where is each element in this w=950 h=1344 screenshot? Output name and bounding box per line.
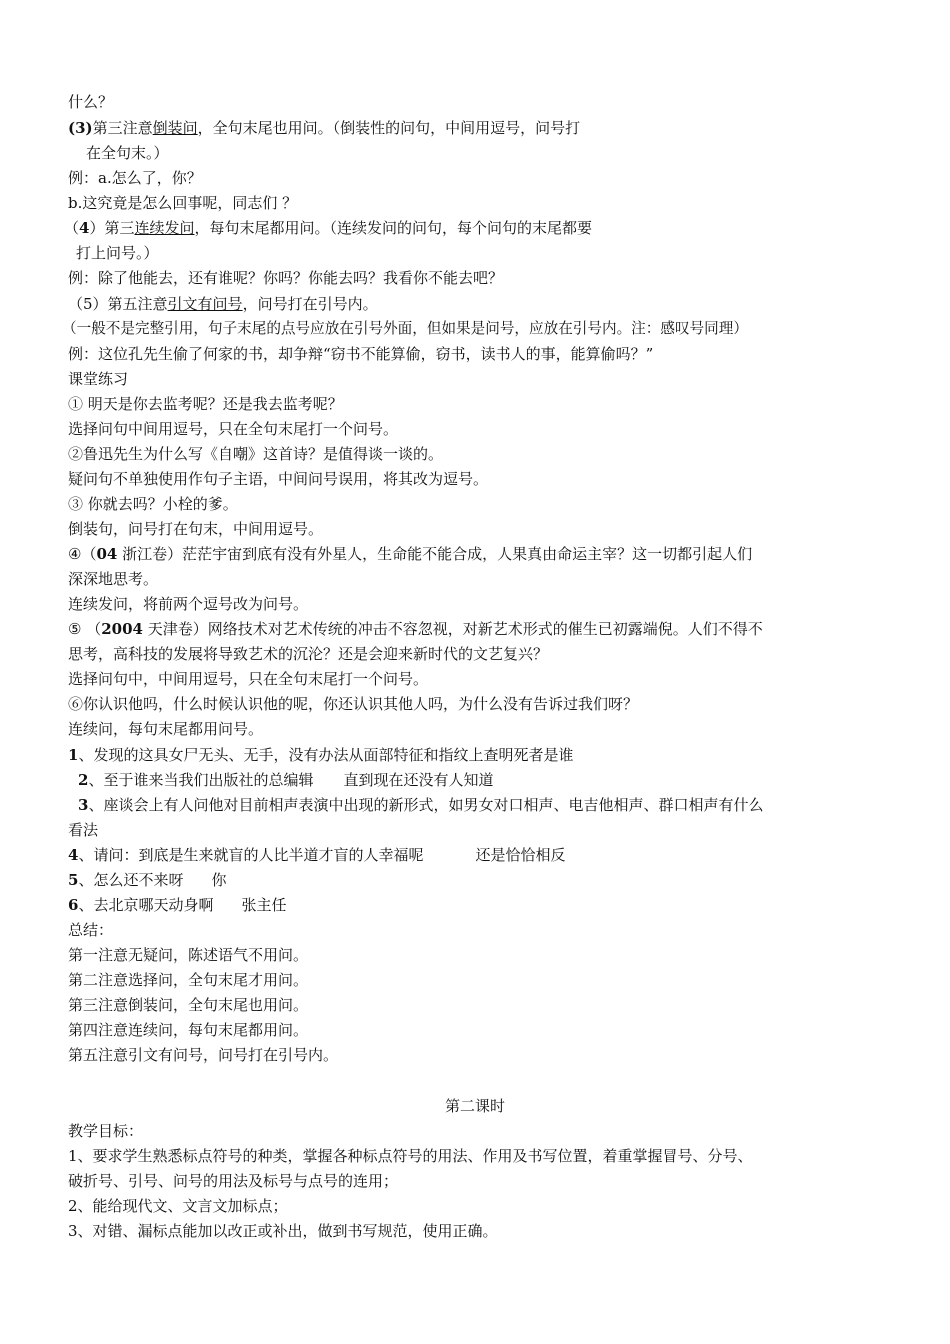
text-line: 什么？ xyxy=(68,93,114,111)
text-line: ⑥你认识他吗，什么时候认识他的呢，你还认识其他人吗，为什么没有告诉过我们呀？ xyxy=(68,695,639,713)
text-line: 第一注意无疑问，陈述语气不用问。 xyxy=(68,946,309,964)
item-number: 6 xyxy=(68,896,79,914)
text-span: ④（ xyxy=(68,545,97,563)
section-label: 课堂练习 xyxy=(68,370,129,388)
text-span: ⑤ （ xyxy=(68,620,102,638)
text-span: 、请问：到底是生来就盲的人比半道才盲的人幸福呢 xyxy=(78,846,424,864)
item-number: 3 xyxy=(78,796,89,814)
text-line: 打上问号。） xyxy=(76,244,159,262)
text-line: 选择问句中，中间用逗号，只在全句末尾打一个问号。 xyxy=(68,670,429,688)
text-line: 2、能给现代文、文言文加标点； xyxy=(68,1197,288,1215)
text-span: 你 xyxy=(211,871,227,889)
text-line: 第三注意倒装问，全句末尾也用问。 xyxy=(68,996,309,1014)
item-number: 4 xyxy=(68,846,79,864)
text-line: 看法 xyxy=(68,821,99,839)
text-span: 、座谈会上有人问他对目前相声表演中出现的新形式，如男女对口相声、电吉他相声、群口相声有什么 xyxy=(88,796,764,814)
text-line xyxy=(68,544,752,564)
text-span: 第三注意 xyxy=(92,119,153,137)
text-line: ②鲁迅先生为什么写《自嘲》这首诗？是值得谈一谈的。 xyxy=(68,445,444,463)
text-span: ，问号打在引号内。 xyxy=(242,295,378,313)
text-span: ）第三 xyxy=(89,219,135,237)
text-line: （一般不是完整引用，句子末尾的点号应放在引号外面，但如果是问号，应放在引号内。注：感叹号同理） xyxy=(62,320,748,337)
text-span: 浙江卷）茫茫宇宙到底有没有外星人，生命能不能合成，人果真由命运主宰？这一切都引起人们 xyxy=(117,545,753,563)
text-span: 还是恰恰相反 xyxy=(475,846,566,864)
section-label: 总结： xyxy=(68,921,114,939)
underlined-term: 倒装问 xyxy=(152,119,198,137)
item-number: 2 xyxy=(78,771,89,789)
exercise-item xyxy=(68,745,573,765)
text-line xyxy=(68,118,580,138)
item-number: 4 xyxy=(79,219,90,237)
text-line: 3、对错、漏标点能加以改正或补出，做到书写规范，使用正确。 xyxy=(68,1222,498,1240)
text-line: 破折号、引号、问号的用法及标号与点号的连用； xyxy=(68,1172,399,1190)
text-line: 例：这位孔先生偷了何家的书，却争辩“窃书不能算偷，窃书，读书人的事，能算偷吗？” xyxy=(68,345,654,363)
text-line: 1、要求学生熟悉标点符号的种类，掌握各种标点符号的用法、作用及书写位置，着重掌握冒号、分号、 xyxy=(68,1147,753,1165)
text-line xyxy=(68,619,763,639)
text-span: 张主任 xyxy=(241,896,287,914)
text-span: 、怎么还不来呀 xyxy=(78,871,184,889)
section-label: 教学目标： xyxy=(68,1122,144,1140)
text-line: 第四注意连续问，每句末尾都用问。 xyxy=(68,1021,309,1039)
text-span: 直到现在还没有人知道 xyxy=(343,771,494,789)
text-line: 疑问句不单独使用作句子主语，中间问号误用，将其改为逗号。 xyxy=(68,470,489,488)
text-line: 例：a.怎么了，你？ xyxy=(68,169,202,187)
item-number: 04 xyxy=(96,545,118,563)
text-span: （5）第五注意 xyxy=(68,295,168,313)
item-number: 1 xyxy=(68,746,79,764)
text-line: ① 明天是你去监考呢？还是我去监考呢？ xyxy=(68,395,343,413)
text-line: 倒装句，问号打在句末，中间用逗号。 xyxy=(68,520,324,538)
text-line: 在全句末。） xyxy=(86,144,169,162)
text-line: 选择问句中间用逗号，只在全句末尾打一个问号。 xyxy=(68,420,399,438)
text-line: ③ 你就去吗？小栓的爹。 xyxy=(68,495,238,513)
exercise-item xyxy=(78,770,493,790)
item-number: (3) xyxy=(68,119,93,137)
text-line: 第二注意选择问，全句末尾才用问。 xyxy=(68,971,309,989)
text-line: 深深地思考。 xyxy=(68,570,159,588)
text-span: ，全句末尾也用问。（倒装性的问句，中间用逗号，问号打 xyxy=(197,119,581,137)
text-span: 、发现的这具女尸无头、无手，没有办法从面部特征和指纹上查明死者是谁 xyxy=(78,746,574,764)
item-number: 2004 xyxy=(101,620,143,638)
exercise-item xyxy=(68,895,286,915)
item-number: 5 xyxy=(68,871,79,889)
text-line xyxy=(68,294,378,314)
text-line: 连续问，每句末尾都用问号。 xyxy=(68,720,264,738)
text-line xyxy=(64,218,592,238)
text-span: 、去北京哪天动身啊 xyxy=(78,896,214,914)
exercise-item xyxy=(68,870,226,890)
text-line: 例：除了他能去，还有谁呢？你吗？你能去吗？我看你不能去吧？ xyxy=(68,269,504,287)
text-span: 、至于谁来当我们出版社的总编辑 xyxy=(88,771,314,789)
text-span: （ xyxy=(64,219,80,237)
text-line: 第五注意引文有问号，问号打在引号内。 xyxy=(68,1046,339,1064)
text-line: 连续发问，将前两个逗号改为问号。 xyxy=(68,595,309,613)
underlined-term: 连续发问 xyxy=(134,219,195,237)
section-heading: 第二课时 xyxy=(444,1097,505,1115)
text-line: 思考，高科技的发展将导致艺术的沉沦？还是会迎来新时代的文艺复兴？ xyxy=(68,645,549,663)
underlined-term: 引文有问号 xyxy=(167,295,243,313)
text-line: b.这究竟是怎么回事呢，同志们 ？ xyxy=(68,194,298,212)
text-span: ，每句末尾都用问。（连续发问的问句，每个问句的末尾都要 xyxy=(194,219,592,237)
text-span: 天津卷）网络技术对艺术传统的冲击不容忽视，对新艺术形式的催生已初露端倪。人们不得不 xyxy=(142,620,763,638)
exercise-item xyxy=(68,845,565,865)
exercise-item xyxy=(78,795,763,815)
